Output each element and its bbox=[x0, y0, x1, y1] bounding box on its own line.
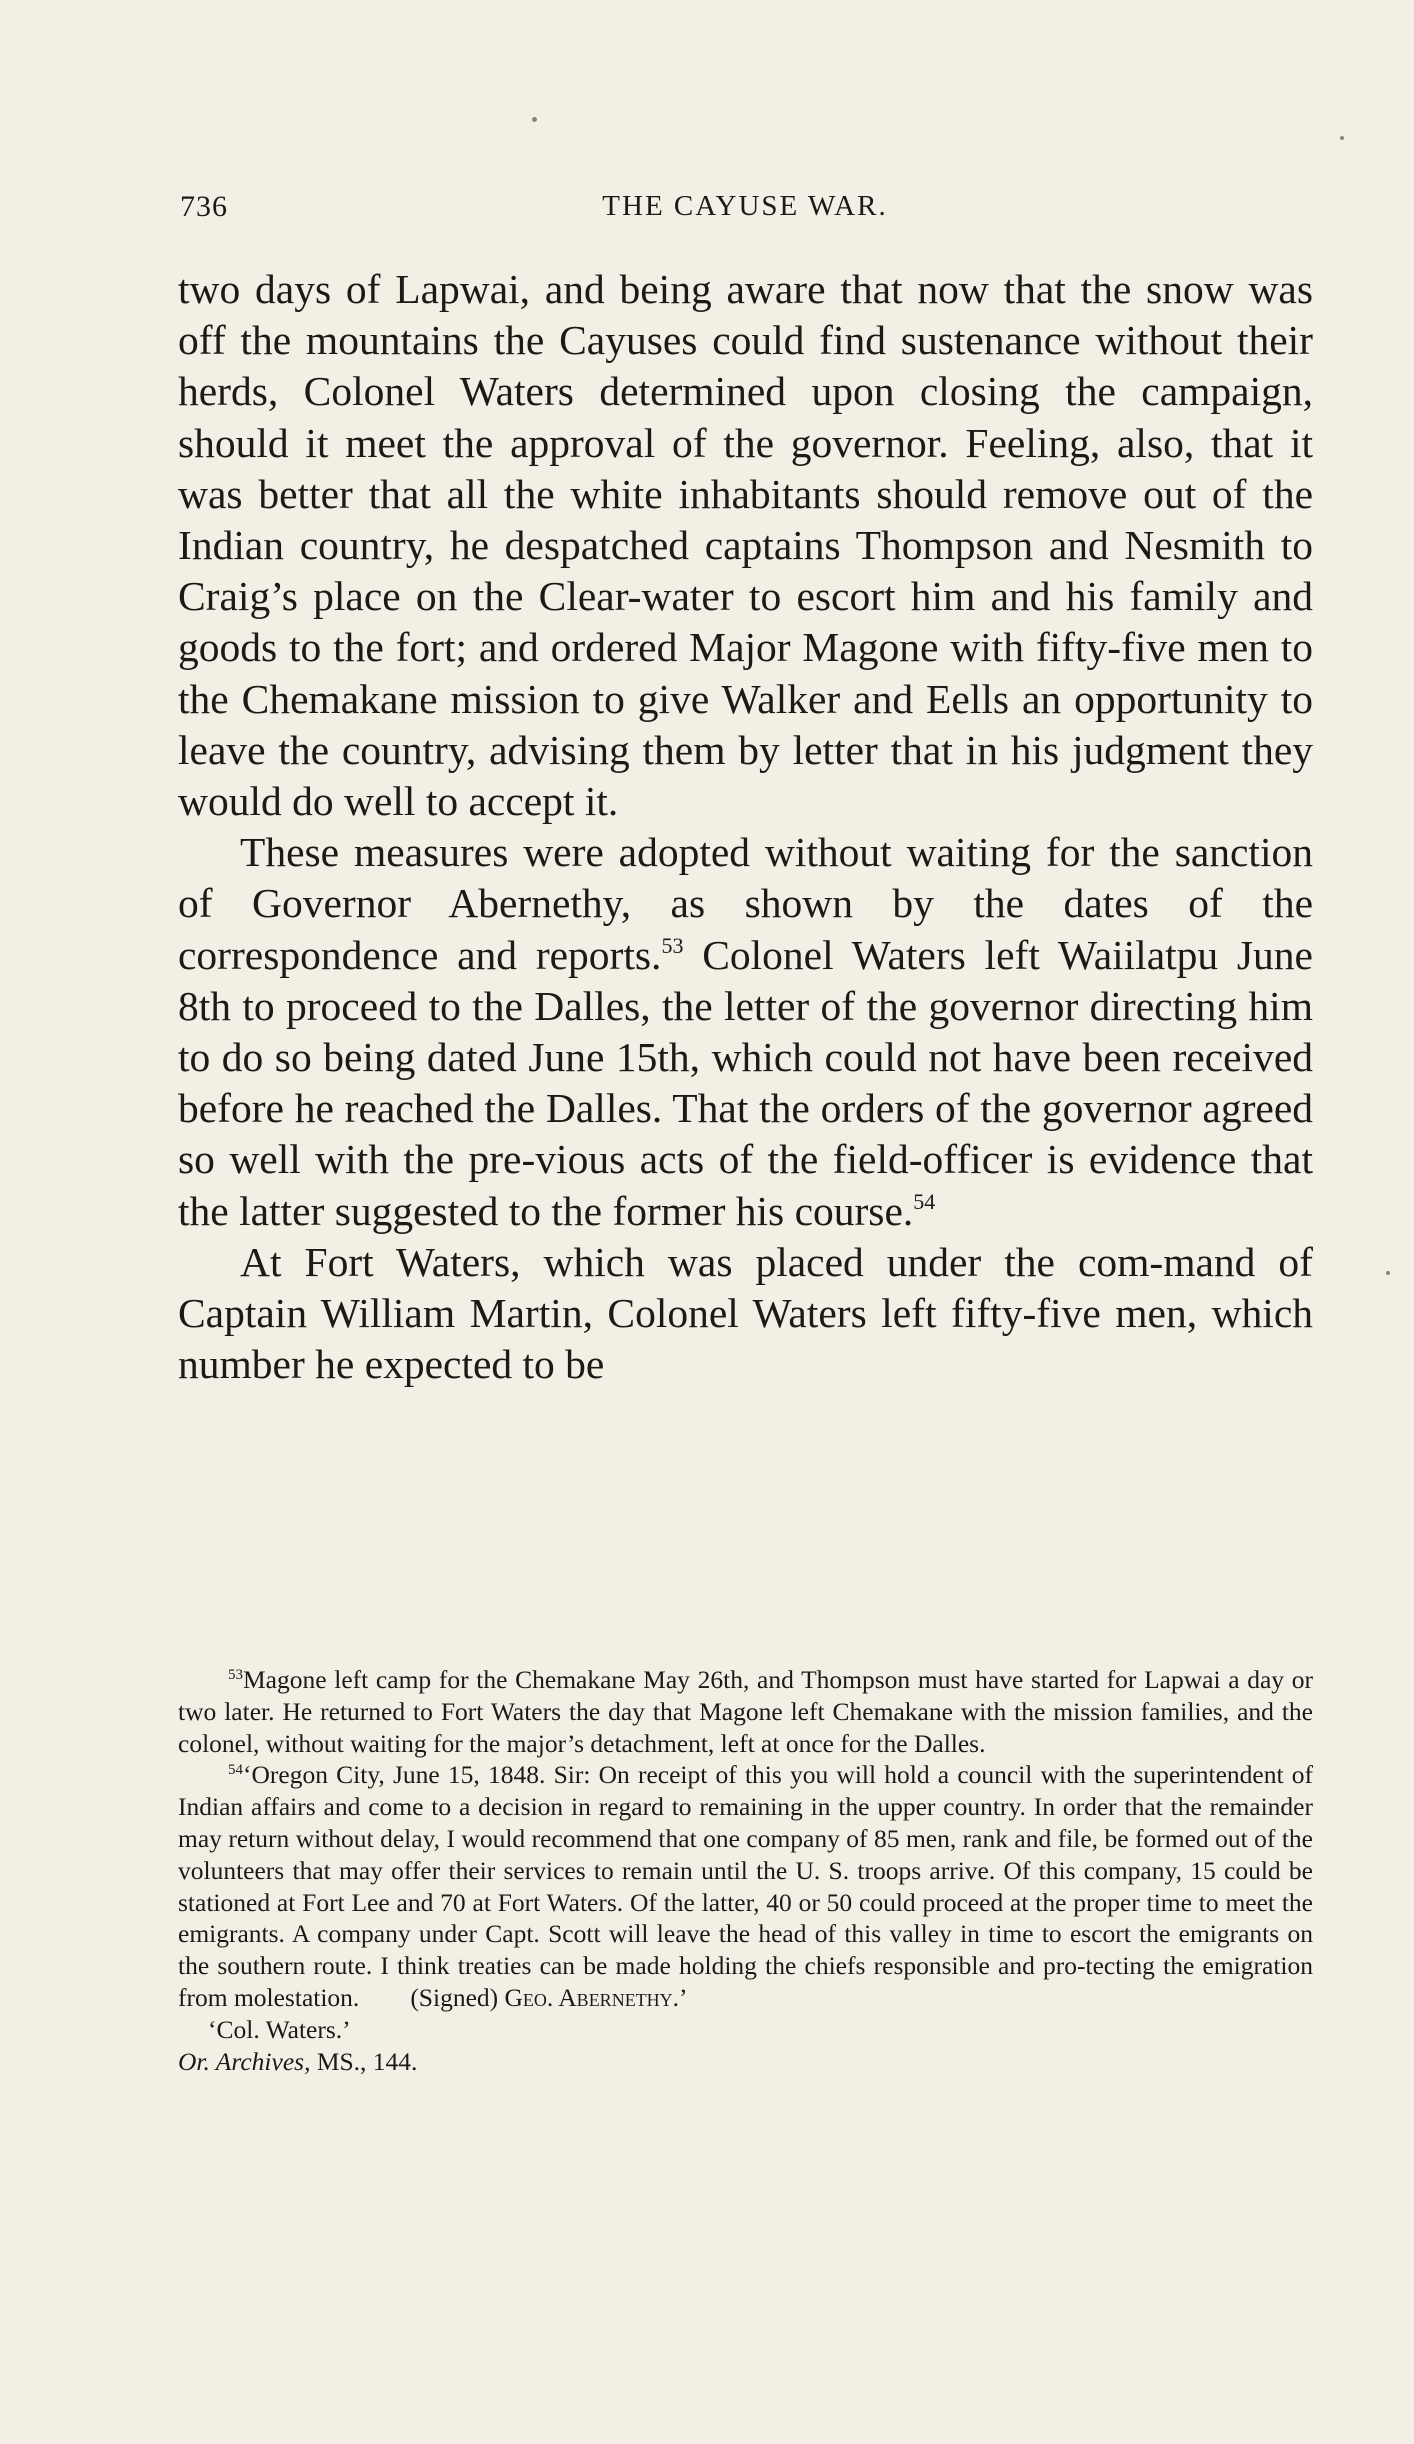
footnote-54-addressee: ‘Col. Waters.’ bbox=[208, 2014, 351, 2044]
print-speck bbox=[1340, 136, 1344, 140]
page-header bbox=[180, 190, 1310, 250]
footnote-54-signed: (Signed) bbox=[410, 1982, 505, 2012]
main-text bbox=[178, 264, 1313, 1649]
footnote-54-source-rest: MS., 144. bbox=[310, 2046, 418, 2076]
paragraph-2 bbox=[178, 827, 1313, 1237]
footnote-ref-53[interactable]: 53 bbox=[661, 932, 684, 958]
footnote-53-mark: 53 bbox=[228, 1667, 243, 1683]
footnote-54-signature: Geo. Abernethy.’ bbox=[504, 1982, 688, 2012]
paragraph-2-text-b: Colonel Waters left Waiilatpu June 8th to proceed to the Dalles, the letter of the governor directing him to do so being dated June 15th, which could not have been received before he reached the Dalles. That the orders of the governor agreed so well with the pre-vious acts of the field-officer is evidence that the latter suggested to the former his course. bbox=[178, 931, 1313, 1234]
footnote-54-source bbox=[178, 2046, 1313, 2078]
print-speck bbox=[532, 117, 537, 122]
page-number: 736 bbox=[180, 190, 228, 223]
footnote-53-text: Magone left camp for the Chemakane May 26th, and Thompson must have started for Lapwai a day or two later. He returned to Fort Waters the day that Magone left Chemakane with the mission families, and the colonel, without waiting for the major’s detachment, left at once for the Dalles. bbox=[178, 1665, 1313, 1758]
footnote-54-text: ‘Oregon City, June 15, 1848. Sir: On receipt of this you will hold a council with the superintendent of Indian affairs and come to a decision in regard to remaining in the upper country. In order that the remainder may return without delay, I would recommend that one company of 85 men, rank and file, be formed out of the volunteers that may offer their services to remain until the U. S. troops arrive. Of this company, 15 could be stationed at Fort Lee and 70 at Fort Waters. Of the latter, 40 or 50 could proceed at the proper time to meet the emigrants. A company under Capt. Scott will leave the head of this valley in time to escort the emigrants on the southern route. I think treaties can be made holding the chiefs responsible and pro-tecting the emigration from molestation. bbox=[178, 1760, 1313, 2012]
footnote-53 bbox=[178, 1664, 1313, 1759]
footnote-ref-54[interactable]: 54 bbox=[913, 1188, 936, 1214]
paragraph-3: At Fort Waters, which was placed under the com-mand of Captain William Martin, Colonel Waters left fifty-five men, which number he expected to be bbox=[178, 1238, 1313, 1388]
footnote-54-mark: 54 bbox=[228, 1762, 243, 1779]
footnote-54-source-title: Or. Archives, bbox=[178, 2046, 311, 2076]
footnotes bbox=[178, 1664, 1313, 2224]
footnote-54 bbox=[178, 1759, 1313, 2013]
paragraph-1: two days of Lapwai, and being aware that now that the snow was off the mountains the Cayuses could find sustenance without their herds, Colonel Waters determined upon closing the campaign, should it meet the approval of the governor. Feeling, also, that it was better that all the white inhabitants should remove out of the Indian country, he despatched captains Thompson and Nesmith to Craig’s place on the Clear-water to escort him and his family and goods to the fort; and ordered Major Magone with fifty-five men to the Chemakane mission to give Walker and Eells an opportunity to leave the country, advising them by letter that in his judgment they would do well to accept it. bbox=[178, 266, 1313, 825]
running-title: THE CAYUSE WAR. bbox=[602, 190, 888, 222]
paragraph-2-text-a: These measures were adopted without waiting for the sanction of Governor Abernethy, as shown by the dates of the correspondence and reports. bbox=[178, 829, 1313, 978]
print-speck bbox=[1386, 1271, 1390, 1275]
